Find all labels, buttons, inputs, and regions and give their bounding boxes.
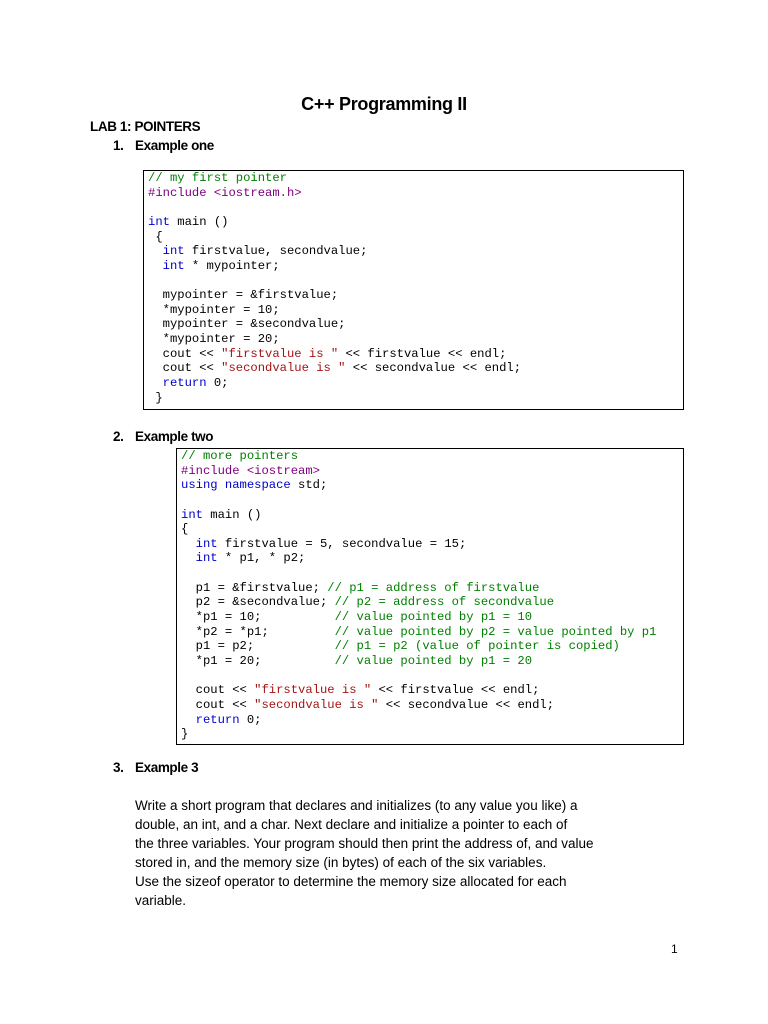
code-token-pre: #include <iostream.h>	[148, 185, 302, 200]
code-token-kw: int	[148, 214, 170, 229]
code-token-str: "secondvalue is "	[221, 361, 346, 376]
code-line	[144, 288, 683, 303]
code-line	[177, 522, 683, 537]
code-token-kw: return	[162, 375, 207, 390]
code-line	[144, 186, 683, 201]
code-token-plain: *p1 = 20;	[181, 653, 335, 668]
list-number: 2.	[113, 429, 124, 444]
code-line	[144, 391, 683, 406]
code-token-comment: // value pointed by p1 = 10	[334, 610, 533, 625]
page-number: 1	[671, 942, 678, 956]
code-token-kw: int	[181, 507, 203, 522]
code-token-plain: cout <<	[148, 361, 222, 376]
code-token-plain: cout <<	[148, 346, 222, 361]
code-line	[177, 449, 683, 464]
document-title: C++ Programming II	[301, 94, 467, 114]
code-line	[177, 581, 683, 596]
code-token-comment: // more pointers	[181, 449, 299, 463]
code-line	[144, 347, 683, 362]
code-token-kw: int	[195, 536, 218, 551]
code-token-plain	[181, 713, 196, 727]
code-line	[144, 303, 683, 318]
code-token-str: "firstvalue is "	[221, 346, 339, 361]
code-token-plain: main ()	[202, 507, 262, 522]
code-line	[177, 508, 683, 523]
code-block-example-two	[176, 448, 684, 745]
code-token-plain: p1 = &firstvalue;	[181, 580, 328, 595]
code-token-kw: int	[162, 244, 185, 259]
code-block-example-one	[143, 170, 684, 410]
code-token-plain: << secondvalue << endl;	[378, 697, 555, 712]
code-line	[177, 639, 683, 654]
code-token-plain: * p1, * p2;	[217, 551, 306, 566]
lab-heading: LAB 1: POINTERS	[90, 119, 201, 134]
code-token-plain: * mypointer;	[184, 258, 280, 273]
code-line	[177, 669, 683, 684]
code-token-plain	[218, 478, 225, 492]
code-line	[177, 727, 683, 742]
code-token-plain: << firstvalue << endl;	[371, 683, 540, 698]
example-three-heading	[113, 760, 198, 775]
code-line	[177, 464, 683, 479]
code-token-plain: << firstvalue << endl;	[338, 346, 507, 361]
list-number: 1.	[113, 138, 124, 153]
code-token-kw: namespace	[224, 478, 291, 493]
code-line	[144, 273, 683, 288]
code-token-plain: p1 = p2;	[181, 639, 335, 654]
code-line	[144, 244, 683, 259]
code-line	[177, 654, 683, 669]
code-token-plain: mypointer = &secondvalue;	[148, 317, 346, 332]
code-token-plain: firstvalue, secondvalue;	[184, 244, 368, 259]
code-token-plain: mypointer = &firstvalue;	[148, 288, 339, 303]
paragraph-line: Write a short program that declares and initializes (to any value you like) a	[135, 798, 578, 813]
code-line	[177, 566, 683, 581]
code-token-plain	[181, 551, 196, 565]
code-token-plain	[148, 259, 163, 273]
code-token-plain	[148, 376, 163, 390]
code-line	[177, 610, 683, 625]
code-token-comment: // p2 = address of secondvalue	[334, 595, 555, 610]
code-line	[144, 215, 683, 230]
paragraph-line: Use the sizeof operator to determine the memory size allocated for each	[135, 874, 567, 889]
code-token-plain: main ()	[169, 214, 229, 229]
code-line	[144, 317, 683, 332]
code-line	[177, 713, 683, 728]
code-token-kw: return	[195, 712, 240, 727]
code-line	[177, 625, 683, 640]
code-token-plain: 0;	[206, 375, 229, 390]
code-line	[177, 537, 683, 552]
heading-label: Example 3	[135, 760, 199, 775]
code-token-comment: // value pointed by p2 = value pointed by p1	[334, 624, 657, 639]
code-line	[177, 493, 683, 508]
paragraph-line: variable.	[135, 893, 187, 908]
code-line	[144, 171, 683, 186]
example-two-heading	[113, 429, 213, 444]
code-token-plain: std;	[290, 478, 328, 493]
code-token-plain: *p2 = *p1;	[181, 624, 335, 639]
paragraph-line: stored in, and the memory size (in bytes) of each of the six variables.	[135, 855, 547, 870]
code-token-plain	[148, 244, 163, 258]
code-token-comment: // p1 = p2 (value of pointer is copied)	[334, 639, 620, 654]
code-token-plain: *p1 = 10;	[181, 610, 335, 625]
exercise-paragraph	[135, 796, 615, 910]
code-token-plain: firstvalue = 5, secondvalue = 15;	[217, 536, 467, 551]
code-token-pre: #include <iostream>	[181, 463, 320, 478]
code-token-plain: }	[148, 390, 163, 405]
example-one-heading	[113, 138, 214, 153]
heading-label: Example two	[135, 429, 214, 444]
code-token-plain: *mypointer = 20;	[148, 332, 280, 347]
paragraph-line: double, an int, and a char. Next declare and initialize a pointer to each of	[135, 817, 568, 832]
code-token-plain: cout <<	[181, 697, 255, 712]
code-token-kw: using	[181, 478, 218, 493]
code-token-str: "firstvalue is "	[254, 683, 372, 698]
code-token-plain: *mypointer = 10;	[148, 302, 280, 317]
code-token-comment: // my first pointer	[148, 171, 287, 185]
code-token-str: "secondvalue is "	[254, 697, 379, 712]
code-token-kw: int	[162, 258, 185, 273]
code-token-plain: << secondvalue << endl;	[345, 361, 522, 376]
code-token-comment: // value pointed by p1 = 20	[334, 653, 533, 668]
list-number: 3.	[113, 760, 124, 775]
code-line	[144, 361, 683, 376]
code-line	[177, 478, 683, 493]
code-line	[144, 230, 683, 245]
code-line	[177, 683, 683, 698]
code-line	[177, 698, 683, 713]
code-token-plain: }	[181, 727, 189, 742]
code-line	[144, 376, 683, 391]
code-token-plain: 0;	[239, 712, 262, 727]
code-token-kw: int	[195, 551, 218, 566]
code-line	[144, 200, 683, 215]
code-line	[177, 551, 683, 566]
heading-label: Example one	[135, 138, 214, 153]
code-token-plain: {	[181, 522, 189, 537]
code-line	[144, 332, 683, 347]
code-line	[177, 595, 683, 610]
code-token-plain: cout <<	[181, 683, 255, 698]
code-token-comment: // p1 = address of firstvalue	[327, 580, 540, 595]
paragraph-line: the three variables. Your program should then print the address of, and value	[135, 836, 594, 851]
code-token-plain: {	[148, 229, 163, 244]
code-line	[144, 259, 683, 274]
code-token-plain	[181, 537, 196, 551]
code-token-plain: p2 = &secondvalue;	[181, 595, 335, 610]
